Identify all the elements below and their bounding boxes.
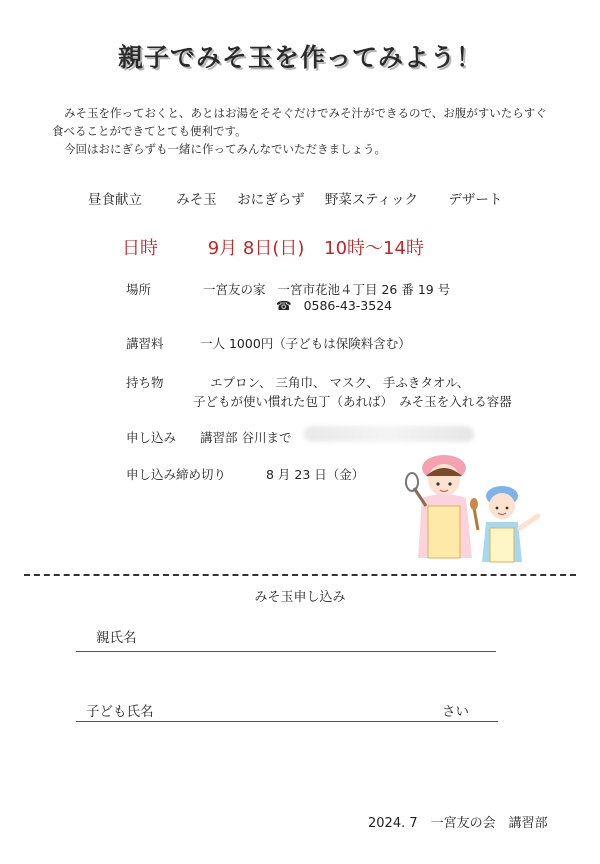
parent-name-field[interactable]: [76, 651, 496, 652]
fee-value: 一人 1000円（子どもは保険料含む）: [200, 336, 411, 351]
age-suffix: さい: [442, 704, 469, 720]
footer-credit: 2024. 7 一宮友の会 講習部: [368, 816, 548, 831]
apply-value: 講習部 谷川まで: [200, 430, 292, 445]
phone-number: 0586-43-3524: [303, 298, 393, 313]
items-label: 持ち物: [126, 375, 164, 390]
intro-line-1: みそ玉を作っておくと、あとはお湯をそそぐだけでみそ汁ができるので、お腹がすいたらすぐ: [64, 106, 547, 120]
intro-text: [52, 104, 572, 158]
cooking-illustration: [392, 446, 552, 566]
date-time: 10時～14時: [324, 238, 424, 259]
items-line-2: 子どもが使い慣れた包丁（あれば） みそ玉を入れる容器: [193, 394, 512, 409]
menu-item: デザート: [448, 192, 503, 208]
deadline-value: 8 月 23 日（金）: [266, 467, 365, 482]
menu-item: 野菜スティック: [324, 192, 419, 208]
redacted-contact: [304, 426, 474, 442]
fee-label: 講習料: [126, 336, 164, 351]
form-title: みそ玉申し込み: [254, 590, 346, 605]
phone-row: [276, 298, 392, 313]
date-label: 日時: [122, 238, 158, 259]
parent-name-label: 親氏名: [96, 630, 137, 646]
place-label: 場所: [126, 282, 152, 297]
place-address: 一宮市花池４丁目 26 番 19 号: [277, 282, 451, 297]
apply-label: 申し込み: [126, 430, 177, 445]
child-name-label: 子ども氏名: [86, 704, 154, 720]
menu-label: 昼食献立: [88, 192, 142, 208]
menu-item: おにぎらず: [237, 192, 305, 208]
page-title: 親子でみそ玉を作ってみよう！: [117, 43, 482, 72]
lunch-menu: [88, 188, 518, 208]
menu-item: みそ玉: [176, 192, 217, 208]
intro-line-2: 食べることができてとても便利です。: [52, 124, 247, 138]
event-date: [122, 234, 424, 260]
items-line-1: エプロン、 三角巾、 マスク、 手ふきタオル、: [210, 375, 470, 390]
deadline-label: 申し込み締め切り: [126, 467, 227, 482]
date-day: 9月 8日(日): [207, 238, 305, 259]
phone-icon: ☎: [276, 298, 292, 313]
cut-line: [24, 574, 576, 576]
child-name-field[interactable]: [76, 721, 498, 722]
place-venue: 一宮友の家: [203, 282, 266, 297]
intro-line-3: 今回はおにぎらずも一緒に作ってみんなでいただきましょう。: [64, 142, 386, 156]
place-name: [203, 280, 450, 298]
